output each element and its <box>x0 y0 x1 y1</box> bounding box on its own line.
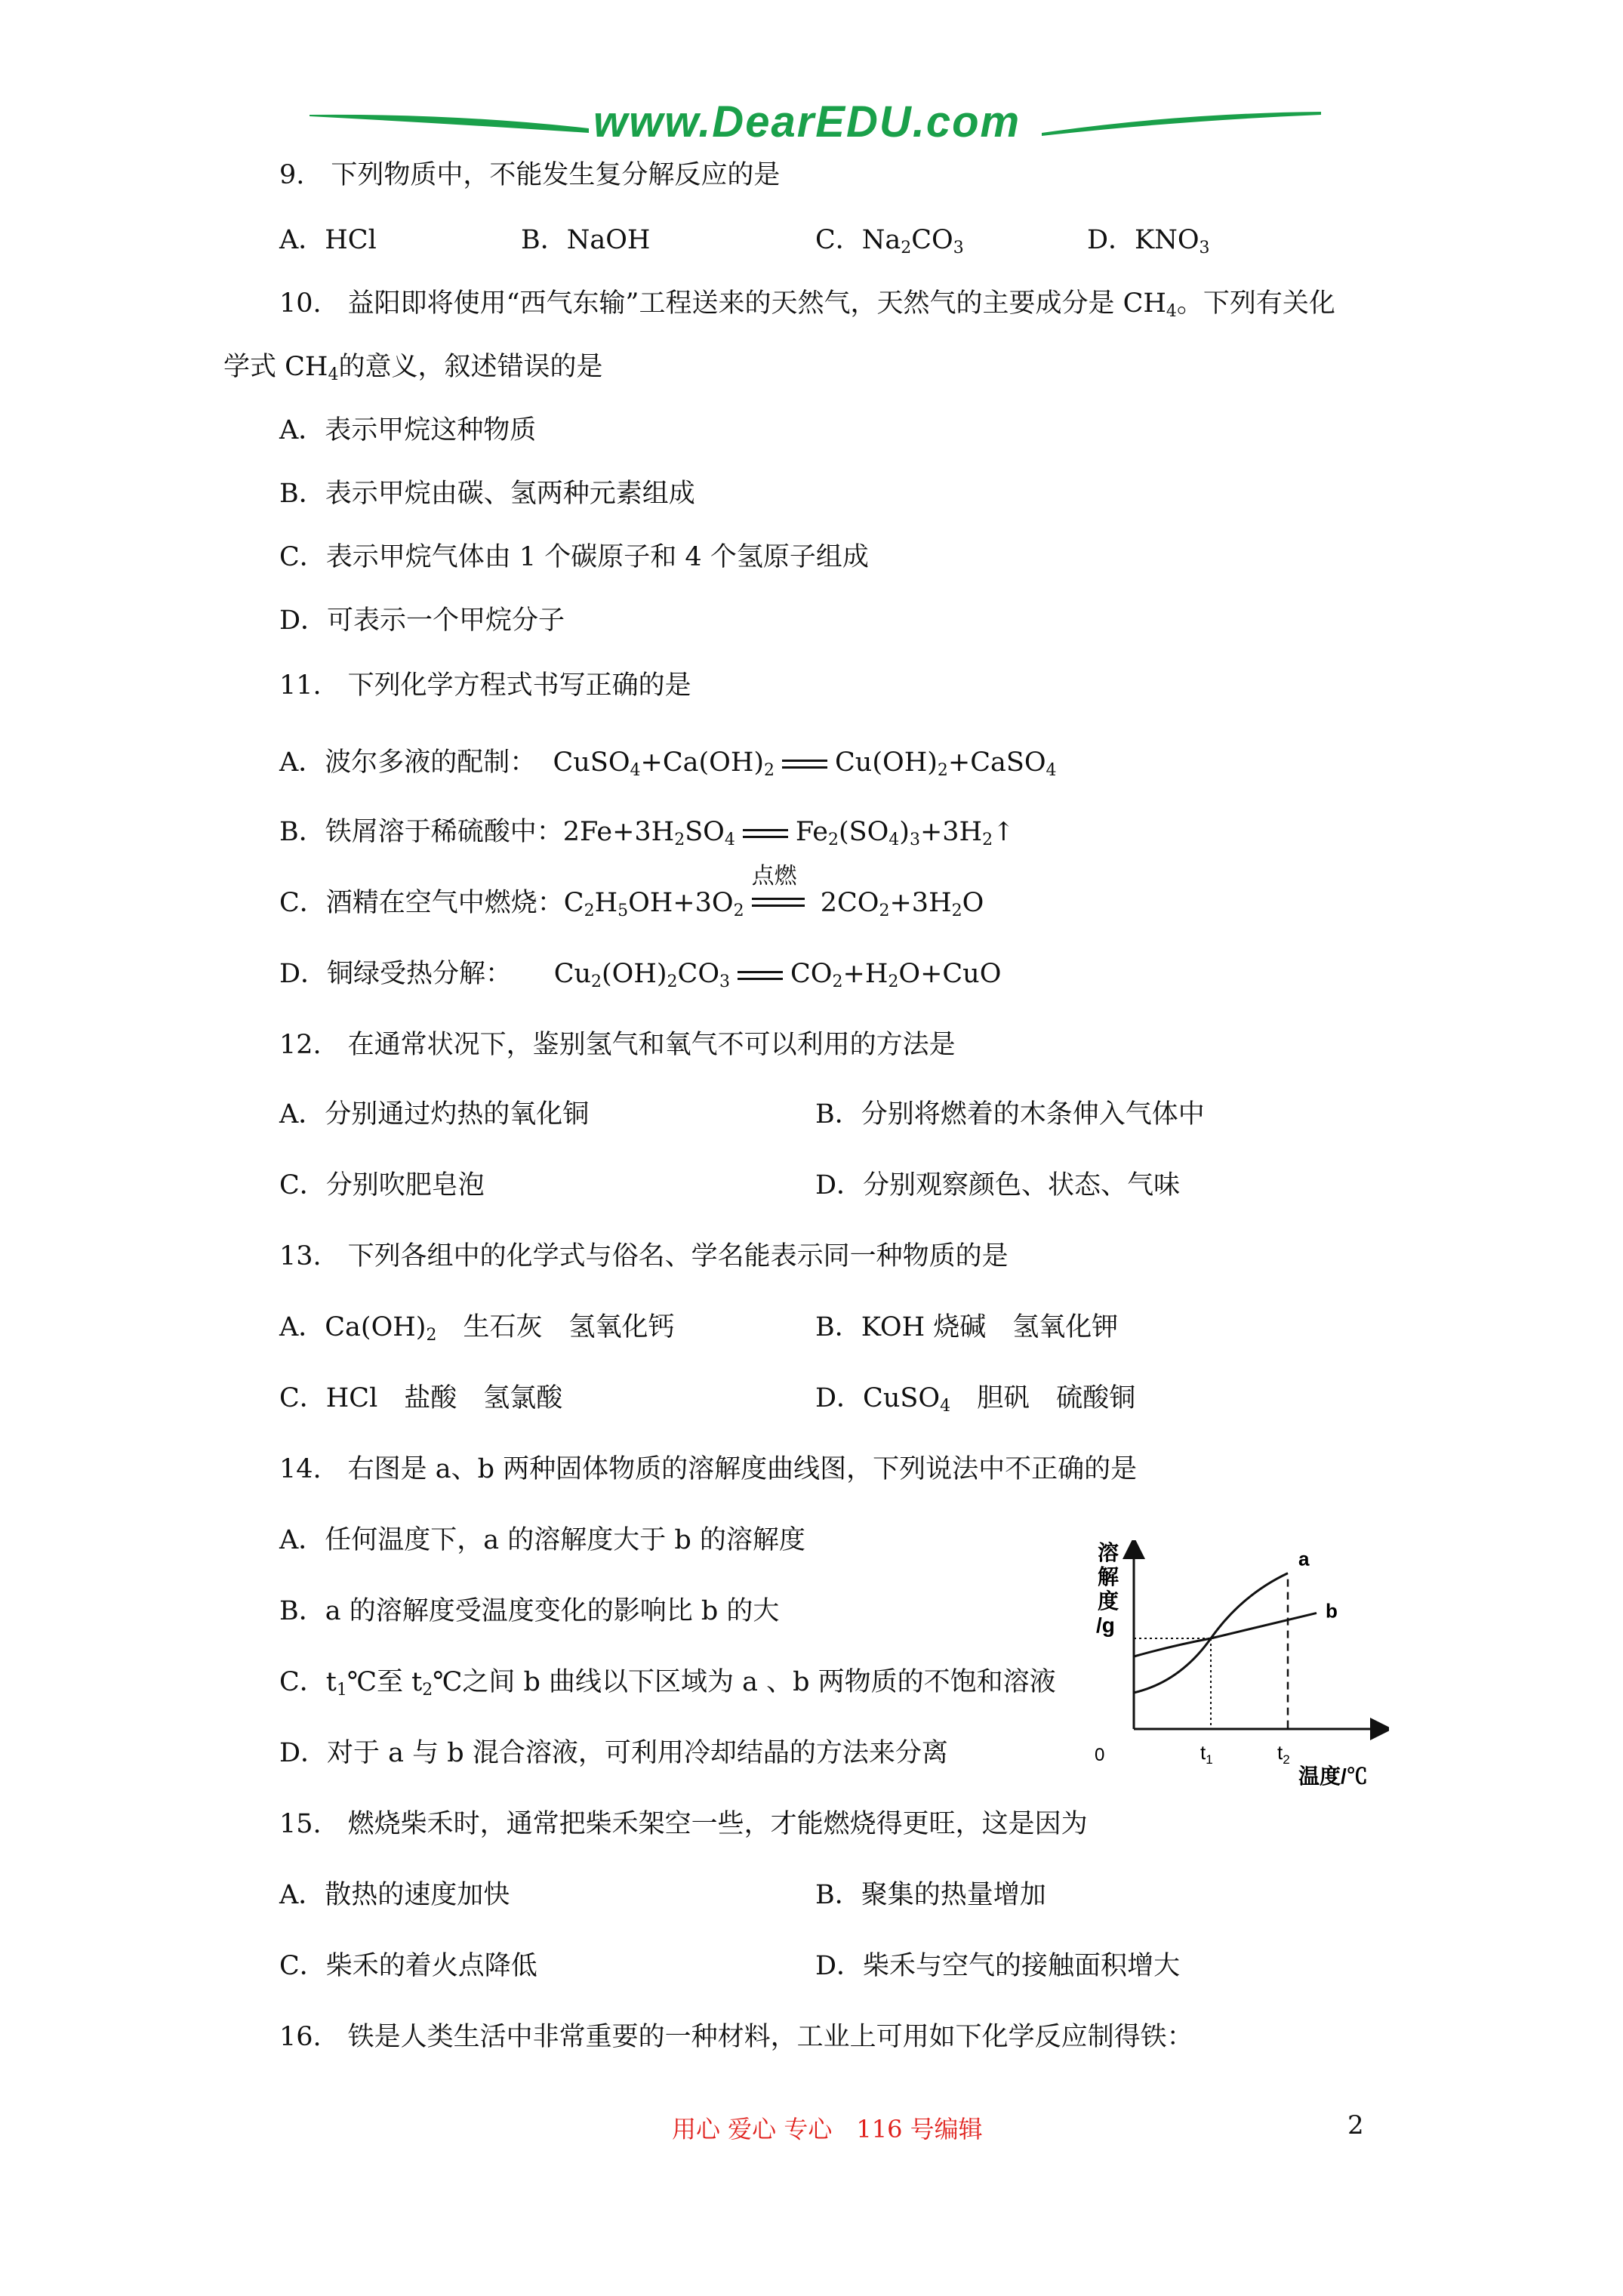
question-14-stem: 14. 右图是 a、b 两种固体物质的溶解度曲线图，下列说法中不正确的是 <box>279 1454 1138 1484</box>
site-header-banner <box>302 91 1329 159</box>
q13-option-a: A．$Ca(OH)_2$ 生石灰 氢氧化钙 <box>279 1312 675 1345</box>
q12-option-c: C．分别吹肥皂泡 <box>279 1170 485 1200</box>
q12-option-a: A．分别通过灼热的氧化铜 <box>279 1099 590 1130</box>
q10-option-b: B．表示甲烷由碳、氢两种元素组成 <box>279 479 695 509</box>
equals-sign <box>743 829 788 838</box>
gas-arrow-icon: ↑ <box>993 817 1015 847</box>
reaction-condition: 点燃 <box>752 893 805 916</box>
origin-label: 0 <box>1095 1745 1105 1765</box>
q10-option-d: D．可表示一个甲烷分子 <box>279 606 565 636</box>
q12-option-b: B．分别将燃着的木条伸入气体中 <box>815 1099 1205 1130</box>
q9-option-c: C．$Na_2CO_3$ <box>815 225 964 257</box>
solubility-curve-chart <box>1087 1540 1389 1789</box>
question-9-stem: 9. 下列物质中，不能发生复分解反应的是 <box>279 160 781 190</box>
q13-option-b: B．KOH 烧碱 氢氧化钾 <box>815 1312 1119 1342</box>
q15-option-d: D．柴禾与空气的接触面积增大 <box>815 1951 1181 1981</box>
series-a-curve <box>1134 1573 1288 1693</box>
q11-option-a: A．波尔多液的配制： $CuSO_4+Ca(OH)_2$ $Cu(OH)_2+CaSO_4$ <box>279 747 1057 780</box>
question-10-stem-line2: 学式 $CH_4$的意义，叙述错误的是 <box>223 352 603 384</box>
q9-option-d: D．$KNO_3$ <box>1087 225 1210 257</box>
series-b-label: b <box>1326 1599 1338 1623</box>
q14-option-d: D．对于 a 与 b 混合溶液，可利用冷却结晶的方法来分离 <box>279 1738 948 1768</box>
q15-option-b: B．聚集的热量增加 <box>815 1880 1046 1910</box>
q13-option-c: C．HCl 盐酸 氢氯酸 <box>279 1383 563 1413</box>
q15-option-a: A．散热的速度加快 <box>279 1880 510 1910</box>
equals-sign <box>738 971 783 980</box>
series-a-label: a <box>1298 1547 1310 1570</box>
q11-option-b: B．铁屑溶于稀硫酸中：$2Fe+3H_2SO_4$ $Fe_2(SO_4)_3+3H_2↑$ <box>279 814 1015 850</box>
question-15-stem: 15. 燃烧柴禾时，通常把柴禾架空一些，才能燃烧得更旺，这是因为 <box>279 1809 1088 1839</box>
question-12-stem: 12. 在通常状况下，鉴别氢气和氧气不可以利用的方法是 <box>279 1030 956 1060</box>
q10-option-c: C．表示甲烷气体由 1 个碳原子和 4 个氢原子组成 <box>279 542 869 572</box>
q14-option-b: B．a 的溶解度受温度变化的影响比 b 的大 <box>279 1596 780 1626</box>
q14-option-a: A．任何温度下，a 的溶解度大于 b 的溶解度 <box>279 1525 805 1555</box>
x-axis-label: 温度/℃ <box>1298 1764 1368 1788</box>
question-13-stem: 13. 下列各组中的化学式与俗名、学名能表示同一种物质的是 <box>279 1241 1009 1271</box>
question-16-stem: 16. 铁是人类生活中非常重要的一种材料，工业上可用如下化学反应制得铁： <box>279 2022 1193 2052</box>
q14-option-c: C．$t_1℃$至 $t_2℃$之间 b 曲线以下区域为 a 、b 两物质的不饱和溶液 <box>279 1667 1056 1700</box>
q9-option-b: B．NaOH <box>521 225 651 255</box>
q9-option-a: A．HCl <box>279 225 377 255</box>
q11-option-d: D．铜绿受热分解： $Cu_2(OH)_2CO_3$ $CO_2+H_2O+CuO$ <box>279 959 1002 991</box>
q10-option-a: A．表示甲烷这种物质 <box>279 415 537 445</box>
question-10-stem-line1: 10. 益阳即将使用“西气东输”工程送来的天然气，天然气的主要成分是 $CH_4$。下列有关化 <box>279 288 1335 321</box>
q12-option-d: D．分别观察颜色、状态、气味 <box>815 1170 1181 1200</box>
site-url: www.DearEDU.com <box>593 97 1021 146</box>
page-footer: 用心 爱心 专心 116 号编辑 <box>672 2115 983 2143</box>
question-11-stem: 11. 下列化学方程式书写正确的是 <box>279 670 691 701</box>
q11-option-c: C．酒精在空气中燃烧：$C_2H_5OH+3O_2$ 点燃 $2CO_2+3H_2O$ <box>279 862 984 920</box>
equals-sign <box>782 760 827 769</box>
q15-option-c: C．柴禾的着火点降低 <box>279 1951 537 1981</box>
page-number: 2 <box>1347 2110 1364 2140</box>
q13-option-d: D．CuSO$_4$ 胆矾 硫酸铜 <box>815 1383 1136 1416</box>
x-tick-label: $t_1$ <box>1200 1741 1213 1767</box>
y-axis-label: 溶解度/g <box>1096 1541 1119 1637</box>
x-tick-label: $t_2$ <box>1277 1741 1290 1767</box>
